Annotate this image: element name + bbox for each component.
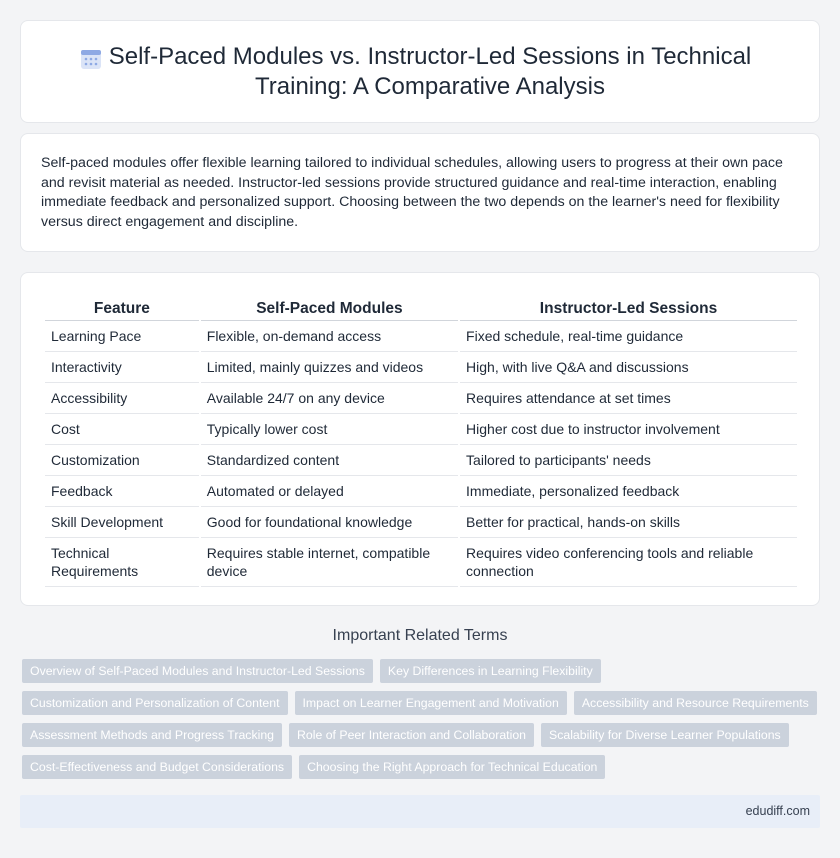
feature-cell: Customization <box>45 445 199 476</box>
header-card <box>20 20 820 123</box>
self-paced-cell: Typically lower cost <box>201 414 458 445</box>
table-row <box>45 414 797 445</box>
self-paced-cell: Limited, mainly quizzes and videos <box>201 352 458 383</box>
tag-row <box>22 723 802 747</box>
related-term-tag[interactable]: Cost-Effectiveness and Budget Considerations <box>22 755 292 779</box>
related-terms-heading: Important Related Terms <box>332 627 508 644</box>
feature-cell: Accessibility <box>45 383 199 414</box>
self-paced-cell: Automated or delayed <box>201 476 458 507</box>
instructor-led-cell: Requires attendance at set times <box>460 383 797 414</box>
intro-card <box>20 133 820 252</box>
instructor-led-cell: Immediate, personalized feedback <box>460 476 797 507</box>
feature-cell: Technical Requirements <box>45 538 199 587</box>
feature-cell: Learning Pace <box>45 321 199 352</box>
intro-paragraph: Self-paced modules offer flexible learning tailored to individual schedules, allowing users to progress at their own pace and revisit material as needed. Instructor-led sessions provide structured guidance and real-time interaction, enabling immediate feedback and personalized support. Choosing between the two depends on the learner's need for flexibility versus direct engagement and discipline. <box>41 155 783 230</box>
related-terms-list <box>22 659 809 787</box>
feature-cell: Skill Development <box>45 507 199 538</box>
column-header-instructor-led: Instructor-Led Sessions <box>460 297 797 321</box>
instructor-led-cell: Higher cost due to instructor involvement <box>460 414 797 445</box>
table-row <box>45 321 797 352</box>
instructor-led-cell: High, with live Q&A and discussions <box>460 352 797 383</box>
related-term-tag[interactable]: Customization and Personalization of Content <box>22 691 288 715</box>
table-row <box>45 445 797 476</box>
table-row <box>45 507 797 538</box>
self-paced-cell: Requires stable internet, compatible device <box>201 538 458 587</box>
related-term-tag[interactable]: Key Differences in Learning Flexibility <box>380 659 601 683</box>
instructor-led-cell: Tailored to participants' needs <box>460 445 797 476</box>
table-row <box>45 383 797 414</box>
self-paced-cell: Available 24/7 on any device <box>201 383 458 414</box>
column-header-feature: Feature <box>45 297 199 321</box>
column-header-self-paced: Self-Paced Modules <box>201 297 458 321</box>
self-paced-cell: Good for foundational knowledge <box>201 507 458 538</box>
tag-row <box>22 755 802 779</box>
comparison-table-card <box>20 272 820 606</box>
table-row <box>45 352 797 383</box>
related-term-tag[interactable]: Assessment Methods and Progress Tracking <box>22 723 282 747</box>
tag-row <box>22 691 809 715</box>
instructor-led-cell: Better for practical, hands-on skills <box>460 507 797 538</box>
related-term-tag[interactable]: Impact on Learner Engagement and Motivation <box>295 691 567 715</box>
self-paced-cell: Standardized content <box>201 445 458 476</box>
self-paced-cell: Flexible, on-demand access <box>201 321 458 352</box>
site-name[interactable]: edudiff.com <box>745 804 810 818</box>
related-term-tag[interactable]: Choosing the Right Approach for Technical Education <box>299 755 605 779</box>
feature-cell: Interactivity <box>45 352 199 383</box>
page-title: Self-Paced Modules vs. Instructor-Led Sessions in Technical Training: A Comparative Analysis <box>108 42 752 100</box>
instructor-led-cell: Requires video conferencing tools and reliable connection <box>460 538 797 587</box>
related-term-tag[interactable]: Overview of Self-Paced Modules and Instructor-Led Sessions <box>22 659 373 683</box>
feature-cell: Cost <box>45 414 199 445</box>
related-term-tag[interactable]: Role of Peer Interaction and Collaboration <box>289 723 534 747</box>
feature-cell: Feedback <box>45 476 199 507</box>
table-row <box>45 476 797 507</box>
table-header-row <box>45 297 797 321</box>
related-term-tag[interactable]: Accessibility and Resource Requirements <box>574 691 817 715</box>
comparison-table <box>43 297 799 587</box>
instructor-led-cell: Fixed schedule, real-time guidance <box>460 321 797 352</box>
footer <box>20 795 820 828</box>
tag-row <box>22 659 802 683</box>
table-row <box>45 538 797 587</box>
related-term-tag[interactable]: Scalability for Diverse Learner Populations <box>541 723 789 747</box>
